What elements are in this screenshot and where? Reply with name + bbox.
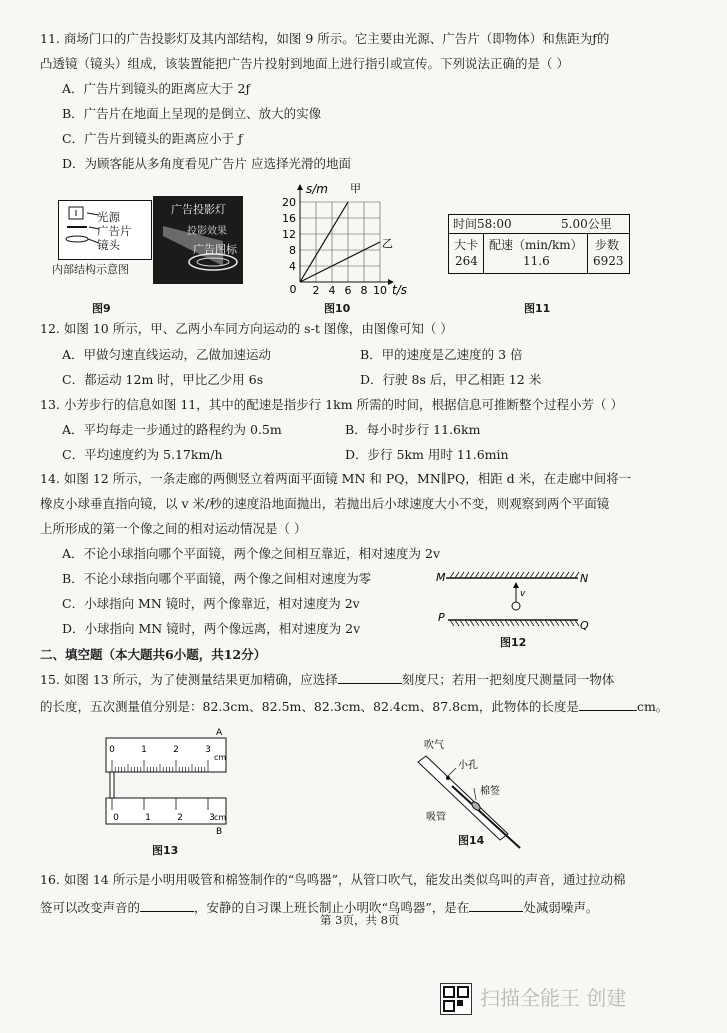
fig13-ruler-b-number: 2	[177, 813, 183, 823]
fig10-grid	[300, 202, 380, 282]
fig13-label-b: B	[216, 827, 223, 837]
fig11-divider1	[483, 233, 484, 273]
fig12-hatch-mark	[535, 572, 539, 578]
fig13-ruler-a-number: 2	[173, 745, 179, 755]
fig14-label-straw: 吸管	[426, 812, 446, 823]
fig12-hatch-mark	[555, 572, 559, 578]
q16-line2-mid: ，安静的自习课上班长制止小明吹“鸟鸣器”，是在	[194, 900, 470, 915]
fig13-caption: 图13	[152, 844, 179, 857]
page-footer: 第 3页，共 8页	[320, 913, 400, 927]
fig9-photo-text1: 广告投影灯	[171, 203, 226, 216]
fig12-hatch-mark	[450, 572, 454, 578]
fig12-hatch-mark	[485, 572, 489, 578]
q16-blank-2[interactable]	[469, 898, 523, 912]
fig11-value-kcal: 264	[455, 254, 478, 268]
fig12-hatch-top	[450, 572, 579, 578]
qr-finder-2	[457, 986, 469, 998]
fig12-hatch-mark	[470, 620, 474, 626]
q13-option-c: C．平均速度约为 5.17km/h	[62, 447, 223, 462]
fig10-ytick-label: 4	[289, 260, 296, 273]
fig10-ytick-label: 12	[282, 228, 296, 241]
q12-option-d: D．行驶 8s 后，甲乙相距 12 米	[360, 372, 542, 387]
fig14-label-blow: 吹气	[424, 740, 444, 751]
q16-blank-1[interactable]	[140, 898, 194, 912]
q12-option-c: C．都运动 12m 时，甲比乙少用 6s	[62, 372, 264, 387]
fig9-caption: 图9	[92, 302, 111, 315]
fig11-header-kcal: 大卡	[454, 238, 479, 252]
q15-line1-start: 15. 如图 13 所示，为了使测量结果更加精确，应选择	[40, 672, 338, 687]
fig12-hatch-mark	[500, 572, 504, 578]
fig13-ruler-b-number: 1	[145, 813, 151, 823]
fig10-xtick-label: 4	[328, 284, 336, 297]
q13-option-b: B．每小时步行 11.6km	[345, 422, 481, 437]
fig12-hatch-mark	[510, 572, 514, 578]
watermark-text: 扫描全能王 创建	[480, 986, 627, 1010]
fig13-unit-a: cm	[214, 753, 227, 762]
fig14-swab-pointer	[474, 788, 476, 800]
fig9-photo-text3: 广告图标	[193, 243, 237, 256]
fig12-hatch-mark	[465, 572, 469, 578]
fig12-hatch-mark	[460, 572, 464, 578]
fig12-hatch-mark	[455, 620, 459, 626]
figure-13	[104, 728, 234, 837]
fig12-hatch-mark	[500, 620, 504, 626]
fig13-ruler-b-number: 3	[209, 813, 215, 823]
fig10-xtick-label: 6	[344, 284, 352, 297]
fig10-ytick-label: 8	[289, 244, 296, 257]
fig12-hatch-mark	[510, 620, 514, 626]
q14-stem-line2: 橡皮小球垂直指向镜，以 v 米/秒的速度沿地面抛出，若抛出后小球速度大小不变，则观察到两个平面镜	[40, 496, 610, 511]
fig12-hatch-mark	[465, 620, 469, 626]
fig12-hatch-mark	[570, 620, 574, 626]
fig10-xtick-label: 2	[312, 284, 320, 297]
q14-stem-line1: 14. 如图 12 所示，一条走廊的两侧竖立着两面平面镜 MN 和 PQ，MN∥PQ，相距 d 米，在走廊中间将一	[40, 471, 632, 486]
fig10-origin-label: 0	[289, 283, 297, 296]
q14-option-a: A．不论小球指向哪个平面镜，两个像之间相互靠近，相对速度为 2v	[62, 546, 441, 561]
q15-line2	[40, 697, 668, 715]
fig11-value-pace: 11.6	[523, 254, 550, 268]
q15-line1	[40, 670, 614, 688]
fig12-hatch-mark	[550, 620, 554, 626]
qr-finder-1	[443, 986, 455, 998]
fig11-time: 时间58:00	[453, 217, 512, 231]
fig11-header-pace: 配速（min/km）	[489, 238, 583, 252]
fig12-hatch-mark	[480, 620, 484, 626]
fig12-hatch-mark	[530, 620, 534, 626]
fig12-hatch-mark	[495, 620, 499, 626]
fig12-hatch-mark	[550, 572, 554, 578]
fig14-label-swab: 棉签	[480, 786, 500, 797]
q14-option-b: B．不论小球指向哪个平面镜，两个像之间相对速度为零	[62, 571, 372, 586]
fig12-hatch-mark	[575, 572, 579, 578]
fig11-caption: 图11	[524, 302, 551, 315]
fig11-distance: 5.00公里	[561, 217, 612, 231]
fig13-ruler-b-number: 0	[113, 813, 119, 823]
section-title: 二、填空题（本大题共6小题，共12分）	[40, 647, 267, 662]
fig12-hatch-mark	[525, 572, 529, 578]
fig10-xtick-label: 8	[360, 284, 368, 297]
fig12-hatch-mark	[450, 620, 454, 626]
q12-stem: 12. 如图 10 所示，甲、乙两小车同方向运动的 s-t 图像，由图像可知（ ）	[40, 321, 453, 336]
fig10-y-arrow	[297, 184, 303, 190]
fig10-xtick-label: 10	[373, 284, 387, 297]
fig14-hole	[446, 776, 450, 780]
fig9-inner-caption: 内部结构示意图	[52, 263, 129, 276]
q14-stem-line3: 上所形成的第一个像之间的相对运动情况是（ ）	[40, 521, 307, 536]
fig12-hatch-mark	[505, 620, 509, 626]
fig12-arrowhead	[513, 582, 519, 588]
fig12-hatch-mark	[485, 620, 489, 626]
fig12-label-v: v	[520, 589, 526, 599]
qr-finder-3	[443, 1000, 455, 1012]
q16-line1: 16. 如图 14 所示是小明用吸管和棉签制作的“鸟鸣器”，从管口吹气，能发出类似鸟叫的声音，通过拉动棉	[40, 872, 626, 887]
qr-module	[457, 1000, 463, 1006]
fig12-hatch-mark	[560, 572, 564, 578]
fig12-hatch-mark	[470, 572, 474, 578]
fig12-hatch-mark	[520, 572, 524, 578]
fig9-label-lens: 镜头	[97, 238, 120, 252]
fig13-ruler-a-number: 1	[141, 745, 147, 755]
fig12-hatch-mark	[515, 620, 519, 626]
fig9-structure-box	[58, 200, 152, 260]
fig10-caption: 图10	[324, 302, 351, 315]
fig12-hatch-mark	[515, 572, 519, 578]
fig14-label-hole: 小孔	[458, 760, 478, 771]
fig9-photo-text2: 投影效果	[187, 226, 227, 237]
fig12-ball	[512, 602, 520, 610]
fig12-hatch-mark	[560, 620, 564, 626]
fig10-ylabel: s/m	[306, 182, 328, 196]
q11-stem-line2: 凸透镜（镜头）组成，该装置能把广告片投射到地面上进行指引或宣传。下列说法正确的是（ ）	[40, 56, 569, 71]
fig10-ytick-label: 20	[282, 196, 296, 209]
fig11-header-steps: 步数	[595, 238, 620, 252]
fig9-label-film: 广告片	[97, 224, 132, 238]
fig12-hatch-mark	[540, 620, 544, 626]
fig12-hatch-mark	[495, 572, 499, 578]
q11-option-b: B．广告片在地面上呈现的是倒立、放大的实像	[62, 106, 322, 121]
fig12-caption: 图12	[500, 636, 527, 649]
q11-option-a: A．广告片到镜头的距离应大于 2ƒ	[62, 81, 251, 96]
fig10-label-jia: 甲	[350, 182, 361, 195]
fig11-divider2	[587, 233, 588, 273]
fig12-hatch-mark	[565, 572, 569, 578]
fig11-top-row	[449, 215, 629, 234]
fig12-hatch-mark	[525, 620, 529, 626]
fig12-hatch-mark	[505, 572, 509, 578]
fig12-hatch-mark	[475, 572, 479, 578]
fig10-label-yi: 乙	[382, 237, 393, 250]
fig12-hatch-mark	[575, 620, 579, 626]
fig9-photo	[153, 196, 243, 284]
fig13-label-a: A	[216, 728, 223, 738]
q11-stem-line1: 11. 商场门口的广告投影灯及其内部结构，如图 9 所示。它主要由光源、广告片（即物体）和焦距为ƒ的	[40, 31, 610, 46]
fig12-hatch-mark	[570, 572, 574, 578]
q13-option-d: D．步行 5km 用时 11.6min	[345, 447, 509, 462]
q13-option-a: A．平均每走一步通过的路程约为 0.5m	[62, 422, 282, 437]
q15-line2-end: cm。	[636, 699, 669, 714]
q15-line2-start: 的长度，五次测量值分别是：82.3cm、82.5m、82.3cm、82.4cm、87.8cm，此物体的长度是	[40, 699, 579, 714]
q12-option-a: A．甲做匀速直线运动，乙做加速运动	[62, 347, 272, 362]
fig12-label-p: P	[438, 611, 445, 624]
fig12-hatch-mark	[565, 620, 569, 626]
q16-line2-end: 处减弱噪声。	[523, 900, 599, 915]
q13-stem: 13. 小芳步行的信息如图 11，其中的配速是指步行 1km 所需的时间，根据信息可推断整个过程小芳（ ）	[40, 397, 624, 412]
fig12-hatch-mark	[490, 620, 494, 626]
q11-option-d: D．为顾客能从多角度看见广告片 应选择光滑的地面	[62, 156, 351, 171]
q12-option-b: B．甲的速度是乙速度的 3 倍	[360, 347, 523, 362]
q16-line2-start: 签可以改变声音的	[40, 900, 141, 915]
fig12-hatch-mark	[545, 620, 549, 626]
qr-code	[440, 983, 472, 1015]
fig12-hatch-mark	[540, 572, 544, 578]
fig11-table	[448, 214, 630, 274]
fig12-hatch-mark	[460, 620, 464, 626]
figure-10-chart	[282, 182, 407, 301]
fig12-hatch-mark	[545, 572, 549, 578]
fig12-label-n: N	[580, 572, 589, 585]
q15-blank-1[interactable]	[338, 670, 402, 684]
fig12-hatch-mark	[520, 620, 524, 626]
fig12-label-m: M	[436, 571, 446, 584]
fig11-value-steps: 6923	[593, 254, 624, 268]
fig12-hatch-mark	[530, 572, 534, 578]
fig12-hatch-mark	[475, 620, 479, 626]
fig12-hatch-bot	[450, 620, 579, 626]
fig12-hatch-mark	[535, 620, 539, 626]
q15-blank-2[interactable]	[579, 697, 637, 711]
q14-option-d: D．小球指向 MN 镜时，两个像远离，相对速度为 2v	[62, 621, 361, 636]
fig12-hatch-mark	[555, 620, 559, 626]
fig10-xlabel: t/s	[392, 283, 407, 297]
q11-option-c: C．广告片到镜头的距离应小于 ƒ	[62, 131, 243, 146]
fig14-hole-pointer	[448, 768, 456, 776]
q14-option-c: C．小球指向 MN 镜时，两个像靠近，相对速度为 2v	[62, 596, 360, 611]
fig10-ytick-label: 16	[282, 212, 296, 225]
fig13-ruler-a-number: 3	[205, 745, 211, 755]
fig13-ruler-a-number: 0	[109, 745, 115, 755]
fig14-caption: 图14	[458, 834, 485, 847]
fig12-hatch-mark	[480, 572, 484, 578]
q15-line1-end: 刻度尺；若用一把刻度尺测量同一物体	[401, 672, 615, 687]
fig12-hatch-mark	[455, 572, 459, 578]
fig13-unit-b: cm	[214, 813, 227, 822]
fig13-object	[110, 772, 114, 798]
fig12-hatch-mark	[490, 572, 494, 578]
fig12-label-q: Q	[580, 619, 589, 632]
fig9-label-light: 光源	[97, 210, 120, 224]
